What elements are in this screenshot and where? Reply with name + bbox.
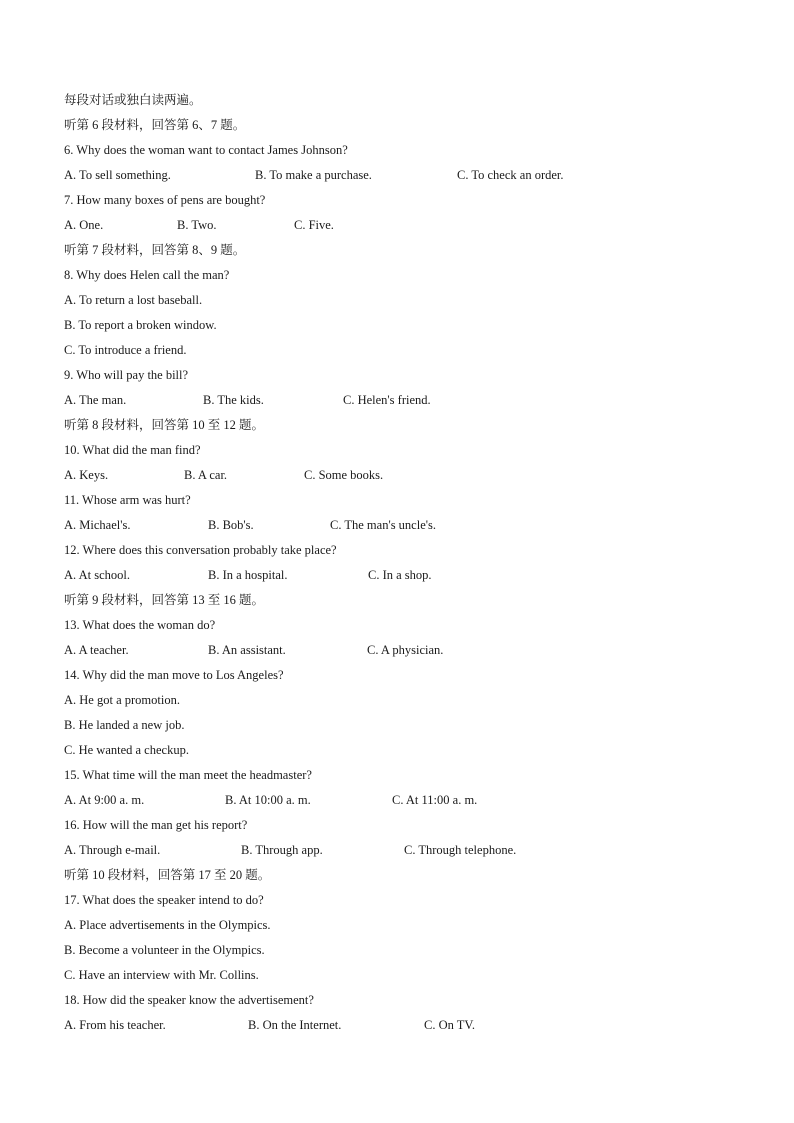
option-c: C. Some books. [304, 468, 384, 482]
option-b: B. Bob's. [208, 518, 254, 532]
option-c: C. At 11:00 a. m. [392, 793, 478, 807]
question-text: 15. What time will the man meet the headmaster? [64, 768, 312, 782]
section-7-instruction [64, 238, 744, 263]
option-c: C. A physician. [367, 643, 444, 657]
question-15 [64, 763, 744, 788]
options-18 [64, 1013, 744, 1038]
option-a: A. A teacher. [64, 643, 129, 657]
option-c: C. The man's uncle's. [330, 518, 436, 532]
question-7 [64, 188, 744, 213]
question-9 [64, 363, 744, 388]
option-a: A. Through e-mail. [64, 843, 161, 857]
option-8a [64, 288, 744, 313]
instruction-intro [64, 88, 744, 113]
options-11 [64, 513, 744, 538]
question-text: 7. How many boxes of pens are bought? [64, 193, 266, 207]
option-a: A. To sell something. [64, 168, 171, 182]
question-text: 6. Why does the woman want to contact James Johnson? [64, 143, 348, 157]
option-b: B. Two. [177, 218, 217, 232]
option-a: A. At school. [64, 568, 130, 582]
option-b: B. In a hospital. [208, 568, 288, 582]
option-c: C. To introduce a friend. [64, 343, 187, 357]
option-c: C. On TV. [424, 1018, 475, 1032]
section-9-instruction [64, 588, 744, 613]
option-b: B. Through app. [241, 843, 323, 857]
question-text: 14. Why did the man move to Los Angeles? [64, 668, 284, 682]
option-b: B. An assistant. [208, 643, 286, 657]
question-text: 18. How did the speaker know the advertisement? [64, 993, 314, 1007]
question-text: 8. Why does Helen call the man? [64, 268, 230, 282]
option-a: A. Michael's. [64, 518, 131, 532]
question-13 [64, 613, 744, 638]
question-text: 17. What does the speaker intend to do? [64, 893, 264, 907]
option-c: C. To check an order. [457, 168, 564, 182]
question-text: 10. What did the man find? [64, 443, 201, 457]
option-c: C. Through telephone. [404, 843, 517, 857]
instruction-text: 听第 10 段材料，回答第 17 至 20 题。 [64, 868, 271, 882]
option-a: A. Place advertisements in the Olympics. [64, 918, 271, 932]
question-8 [64, 263, 744, 288]
option-17b [64, 938, 744, 963]
option-14a [64, 688, 744, 713]
option-14b [64, 713, 744, 738]
option-c: C. Five. [294, 218, 334, 232]
exam-page [64, 88, 744, 1038]
instruction-text: 每段对话或独白读两遍。 [64, 93, 202, 107]
question-text: 16. How will the man get his report? [64, 818, 248, 832]
question-16 [64, 813, 744, 838]
instruction-text: 听第 6 段材料，回答第 6、7 题。 [64, 118, 246, 132]
question-10 [64, 438, 744, 463]
options-15 [64, 788, 744, 813]
section-6-instruction [64, 113, 744, 138]
option-c: C. He wanted a checkup. [64, 743, 189, 757]
options-6 [64, 163, 744, 188]
option-a: A. The man. [64, 393, 127, 407]
option-b: B. To report a broken window. [64, 318, 217, 332]
options-9 [64, 388, 744, 413]
section-8-instruction [64, 413, 744, 438]
question-text: 13. What does the woman do? [64, 618, 216, 632]
option-17a [64, 913, 744, 938]
options-7 [64, 213, 744, 238]
option-c: C. Have an interview with Mr. Collins. [64, 968, 259, 982]
option-8c [64, 338, 744, 363]
question-text: 12. Where does this conversation probably take place? [64, 543, 337, 557]
option-c: C. In a shop. [368, 568, 432, 582]
question-14 [64, 663, 744, 688]
instruction-text: 听第 7 段材料，回答第 8、9 题。 [64, 243, 246, 257]
option-8b [64, 313, 744, 338]
section-10-instruction [64, 863, 744, 888]
option-b: B. He landed a new job. [64, 718, 185, 732]
option-a: A. From his teacher. [64, 1018, 166, 1032]
question-6 [64, 138, 744, 163]
options-10 [64, 463, 744, 488]
option-a: A. He got a promotion. [64, 693, 180, 707]
option-b: B. Become a volunteer in the Olympics. [64, 943, 265, 957]
option-a: A. At 9:00 a. m. [64, 793, 145, 807]
instruction-text: 听第 8 段材料，回答第 10 至 12 题。 [64, 418, 265, 432]
option-b: B. The kids. [203, 393, 264, 407]
question-text: 9. Who will pay the bill? [64, 368, 189, 382]
question-text: 11. Whose arm was hurt? [64, 493, 191, 507]
option-b: B. On the Internet. [248, 1018, 342, 1032]
option-17c [64, 963, 744, 988]
options-12 [64, 563, 744, 588]
question-18 [64, 988, 744, 1013]
options-16 [64, 838, 744, 863]
option-a: A. One. [64, 218, 104, 232]
option-c: C. Helen's friend. [343, 393, 431, 407]
question-12 [64, 538, 744, 563]
option-a: A. Keys. [64, 468, 109, 482]
options-13 [64, 638, 744, 663]
option-b: B. At 10:00 a. m. [225, 793, 311, 807]
option-a: A. To return a lost baseball. [64, 293, 203, 307]
option-14c [64, 738, 744, 763]
option-b: B. To make a purchase. [255, 168, 372, 182]
question-11 [64, 488, 744, 513]
instruction-text: 听第 9 段材料，回答第 13 至 16 题。 [64, 593, 265, 607]
question-17 [64, 888, 744, 913]
option-b: B. A car. [184, 468, 228, 482]
